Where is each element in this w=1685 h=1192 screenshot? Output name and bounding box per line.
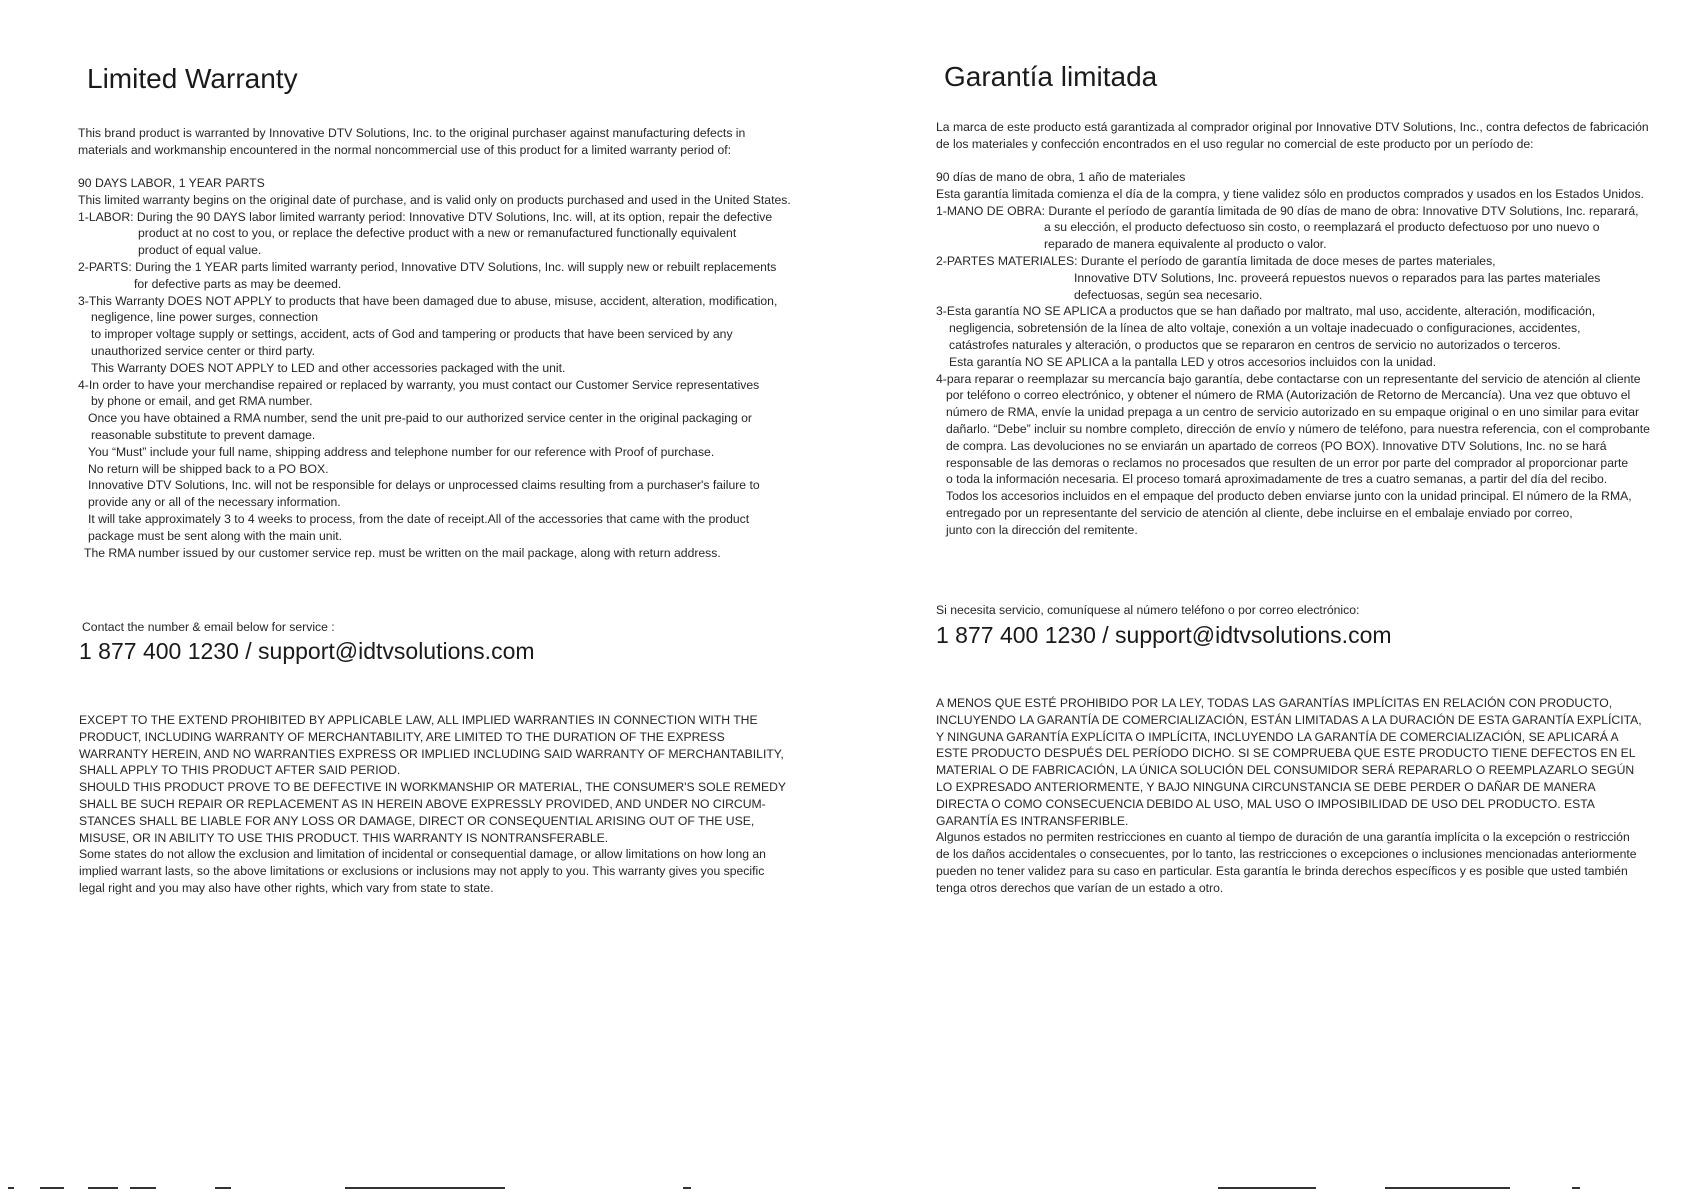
warranty-terms-line: reasonable substitute to prevent damage. (91, 427, 316, 442)
warranty-terms-line: product at no cost to you, or replace the defective product with a new or remanufactured functionally equivalent (138, 226, 737, 241)
warranty-terms-line: reparado de manera equivalente al producto o valor. (1044, 237, 1327, 252)
warranty-terms-line: 3-This Warranty DOES NOT APPLY to products that have been damaged due to abuse, misuse, accident, alteration, modification, (78, 293, 778, 308)
warranty-terms-line: 90 días de mano de obra, 1 año de materiales (936, 170, 1186, 184)
disclaimer-paragraph-line: WARRANTY HEREIN, AND NO WARRANTIES EXPRESS OR IMPLIED INCLUDING SAID WARRANTY OF MERCHANTABILITY, (79, 746, 784, 761)
warranty-terms (936, 169, 1650, 539)
warranty-terms-line: Innovative DTV Solutions, Inc. proveerá repuestos nuevos o reparados para las partes materiales (1074, 270, 1601, 285)
intro-paragraph (936, 119, 1649, 153)
warranty-terms-line: 1-LABOR: During the 90 DAYS labor limited warranty period: Innovative DTV Solutions, Inc. will, at its option, repair the defective (78, 209, 773, 224)
disclaimer-paragraph-line: GARANTÍA ES INTRANSFERIBLE. (936, 813, 1129, 828)
warranty-terms-line: provide any or all of the necessary information. (88, 495, 341, 510)
warranty-terms-line: Todos los accesorios incluidos en el empaque del producto deben enviarse junto con la unidad principal. El número de la RMA, (946, 489, 1632, 504)
warranty-terms-line: No return will be shipped back to a PO BOX. (88, 461, 329, 476)
warranty-terms-line: responsable de las demoras o reclamos no procesados que resulten de un error por parte del comprador al proporcionar parte (946, 455, 1629, 470)
warranty-terms-line: o toda la información necesaria. El proceso tomará aproximadamente de tres a cuatro semanas, a partir del día del recibo. (946, 472, 1608, 487)
disclaimer-paragraph-line: ESTE PRODUCTO DESPUÉS DEL PERÍODO DICHO. SI SE COMPRUEBA QUE ESTE PRODUCTO TIENE DEFECTOS EN EL (936, 746, 1636, 761)
disclaimer-paragraph-line: STANCES SHALL BE LIABLE FOR ANY LOSS OR DAMAGE, DIRECT OR CONSEQUENTIAL ARISING OUT OF THE USE, (79, 813, 755, 828)
contact-phone-email: 1 877 400 1230 / support@idtvsolutions.com (79, 638, 535, 664)
warranty-terms-line: 90 DAYS LABOR, 1 YEAR PARTS (78, 176, 265, 190)
warranty-terms-line: package must be sent along with the main unit. (88, 528, 343, 543)
intro-paragraph-line: materials and workmanship encountered in the normal noncommercial use of this product for a limited warranty period of: (78, 142, 732, 157)
warranty-terms-line: Innovative DTV Solutions, Inc. will not be responsible for delays or unprocessed claims resulting from a purchaser's failure to (88, 478, 760, 493)
warranty-terms-line: negligence, line power surges, connection (91, 310, 318, 325)
warranty-terms-line: 2-PARTES MATERIALES: Durante el período de garantía limitada de doce meses de partes materiales, (936, 253, 1496, 268)
warranty-terms-line: Esta garantía NO SE APLICA a la pantalla LED y otros accesorios incluidos con la unidad. (949, 354, 1437, 369)
disclaimer-paragraph-line: Algunos estados no permiten restricciones en cuanto al tiempo de duración de una garantía implícita o la excepción o restricción (936, 830, 1630, 845)
disclaimer-paragraph-line: MISUSE, OR IN ABILITY TO USE THIS PRODUCT. THIS WARRANTY IS NONTRANSFERABLE. (79, 830, 609, 845)
intro-paragraph-line: de los materiales y confección encontrados en el uso regular no comercial de este producto por un período de: (936, 136, 1534, 151)
warranty-terms-line: for defective parts as may be deemed. (134, 276, 342, 291)
warranty-terms-line: 2-PARTS: During the 1 YEAR parts limited warranty period, Innovative DTV Solutions, Inc. will supply new or rebuilt replacements (78, 259, 777, 274)
warranty-terms-line: 4-In order to have your merchandise repaired or replaced by warranty, you must contact our Customer Service representatives (78, 377, 760, 392)
warranty-terms-line: unauthorized service center or third party. (91, 343, 315, 358)
warranty-terms-line: entregado por un representante del servicio de atención al cliente, debe incluirse en el embalaje enviado por correo, (946, 505, 1573, 520)
warranty-terms-line: junto con la dirección del remitente. (946, 522, 1138, 537)
disclaimer-paragraph-line: SHOULD THIS PRODUCT PROVE TO BE DEFECTIVE IN WORKMANSHIP OR MATERIAL, THE CONSUMER'S SOLE REMEDY (79, 780, 787, 795)
warranty-terms-line: por teléfono o correo electrónico, y obtener el número de RMA (Autorización de Retorno de Mercancía). Una vez que obtuvo el (946, 388, 1631, 403)
intro-paragraph-line: La marca de este producto está garantizada al comprador original por Innovative DTV Solutions, Inc., contra defectos de fabricación (936, 120, 1649, 134)
page-title: Limited Warranty (87, 63, 298, 94)
warranty-terms-line: defectuosas, según sea necesario. (1074, 287, 1263, 302)
disclaimer-paragraph-line: Some states do not allow the exclusion and limitation of incidental or consequential damage, or allow limitations on how long an (79, 847, 766, 862)
warranty-terms-line: product of equal value. (138, 243, 262, 258)
disclaimer-paragraph-line: DIRECTA O COMO CONSECUENCIA DEBIDO AL USO, MAL USO O IMPOSIBILIDAD DE USO DEL PRODUCTO. ESTA (936, 796, 1595, 811)
page-title: Garantía limitada (944, 61, 1158, 92)
disclaimer-paragraph-line: PRODUCT, INCLUDING WARRANTY OF MERCHANTABILITY, ARE LIMITED TO THE DURATION OF THE EXPRESS (79, 729, 725, 744)
disclaimer-paragraph-line: tenga otros derechos que varían de un estado a otro. (936, 880, 1224, 895)
warranty-terms-line: This Warranty DOES NOT APPLY to LED and other accessories packaged with the unit. (91, 360, 566, 375)
disclaimer-paragraph (79, 712, 786, 897)
warranty-terms-line: It will take approximately 3 to 4 weeks to process, from the date of receipt.All of the accessories that came with the product (88, 511, 750, 526)
intro-paragraph (78, 125, 745, 159)
warranty-terms-line: negligencia, sobretensión de la línea de alto voltaje, conexión a un voltaje inadecuado o configuraciones, accidentes, (949, 321, 1581, 336)
contact-phone-email: 1 877 400 1230 / support@idtvsolutions.com (936, 622, 1392, 648)
disclaimer-paragraph-line: pueden no tener validez para su caso en particular. Esta garantía le brinda derechos específicos y es posible que usted también (936, 863, 1628, 878)
disclaimer-paragraph-line: de los daños accidentales o consecuentes, por lo tanto, las restricciones o excepciones o inclusiones mencionadas anteriormente (936, 847, 1637, 862)
disclaimer-paragraph-line: LO EXPRESADO ANTERIORMENTE, Y BAJO NINGUNA CIRCUNSTANCIA SE DEBE PERDER O DAÑAR DE MANERA (936, 779, 1596, 794)
warranty-terms-line: Esta garantía limitada comienza el día de la compra, y tiene validez sólo en productos comprados y usados en los Estados Unidos. (936, 186, 1644, 201)
warranty-terms (78, 175, 791, 561)
print-crop-marks (0, 1183, 1685, 1192)
contact-label: Contact the number & email below for service : (82, 620, 335, 634)
warranty-terms-line: to improper voltage supply or settings, accident, acts of God and tampering or products that have been serviced by any (91, 327, 733, 342)
contact-label: Si necesita servicio, comuníquese al número teléfono o por correo electrónico: (936, 603, 1360, 617)
warranty-terms-line: 3-Esta garantía NO SE APLICA a productos que se han dañado por maltrato, mal uso, accidente, alteración, modificación, (936, 304, 1596, 319)
disclaimer-paragraph-line: EXCEPT TO THE EXTEND PROHIBITED BY APPLICABLE LAW, ALL IMPLIED WARRANTIES IN CONNECTION WITH THE (79, 713, 758, 727)
warranty-terms-line: dañarlo. “Debe” incluir su nombre completo, dirección de envío y número de teléfono, para nuestra referencia, con el comprobante (946, 421, 1650, 436)
warranty-terms-line: número de RMA, envíe la unidad prepaga a un centro de servicio autorizado en su empaque original o en uno similar para evitar (946, 405, 1640, 420)
warranty-terms-line: Once you have obtained a RMA number, send the unit pre-paid to our authorized service center in the original packaging or (88, 411, 752, 426)
disclaimer-paragraph-line: SHALL APPLY TO THIS PRODUCT AFTER SAID PERIOD. (79, 763, 401, 778)
disclaimer-paragraph-line: A MENOS QUE ESTÉ PROHIBIDO POR LA LEY, TODAS LAS GARANTÍAS IMPLÍCITAS EN RELACIÓN CON PRODUCTO, (936, 696, 1613, 710)
warranty-terms-line: The RMA number issued by our customer service rep. must be written on the mail package, along with return address. (84, 545, 721, 560)
warranty-terms-line: You “Must” include your full name, shipping address and telephone number for our reference with Proof of purchase. (88, 444, 715, 459)
disclaimer-paragraph-line: implied warrant lasts, so the above limitations or exclusions or inclusions may not apply to you. This warranty gives you specific (79, 864, 765, 879)
warranty-terms-line: de compra. Las devoluciones no se enviarán un apartado de correos (PO BOX). Innovative DTV Solutions, Inc. no se hará (946, 438, 1607, 453)
disclaimer-paragraph (936, 695, 1642, 897)
intro-paragraph-line: This brand product is warranted by Innovative DTV Solutions, Inc. to the original purchaser against manufacturing defects in (78, 126, 746, 140)
disclaimer-paragraph-line: Y NINGUNA GARANTÍA EXPLÍCITA O IMPLÍCITA, INCLUYENDO LA GARANTÍA DE COMERCIALIZACIÓN, SE APLICARÁ A (936, 729, 1619, 744)
disclaimer-paragraph-line: legal right and you may also have other rights, which vary from state to state. (79, 880, 494, 895)
disclaimer-paragraph-line: INCLUYENDO LA GARANTÍA DE COMERCIALIZACIÓN, ESTÁN LIMITADAS A LA DURACIÓN DE ESTA GARANTÍA EXPLÍCITA, (936, 712, 1642, 727)
warranty-terms-line: 1-MANO DE OBRA: Durante el período de garantía limitada de 90 días de mano de obra: Innovative DTV Solutions, Inc. reparará, (936, 203, 1639, 218)
warranty-terms-line: 4-para reparar o reemplazar su mercancía bajo garantía, debe contactarse con un representante del servicio de atención al cliente (936, 371, 1641, 386)
warranty-terms-line: This limited warranty begins on the original date of purchase, and is valid only on products purchased and used in the United States. (78, 192, 791, 207)
disclaimer-paragraph-line: MATERIAL O DE FABRICACIÓN, LA ÚNICA SOLUCIÓN DEL CONSUMIDOR SERÁ REPARARLO O REEMPLAZARLO SEGÚN (936, 763, 1635, 778)
warranty-terms-line: by phone or email, and get RMA number. (91, 394, 313, 409)
warranty-terms-line: catástrofes naturales y alteración, o productos que se repararon en centros de servicio no autorizados o terceros. (949, 337, 1561, 352)
warranty-terms-line: a su elección, el producto defectuoso sin costo, o reemplazará el producto defectuoso por uno nuevo o (1044, 220, 1600, 235)
disclaimer-paragraph-line: SHALL BE SUCH REPAIR OR REPLACEMENT AS IN HEREIN ABOVE EXPRESSLY PROVIDED, AND UNDER NO CIRCUM- (79, 796, 766, 811)
